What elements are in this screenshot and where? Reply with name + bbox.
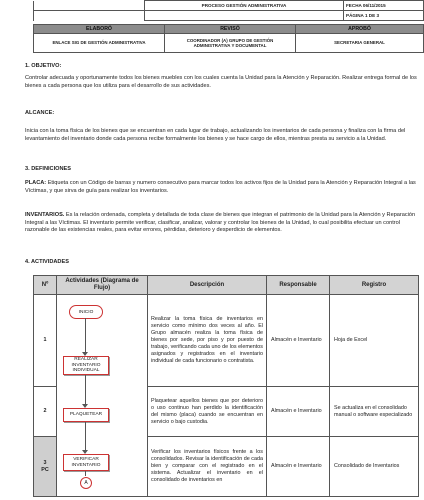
reviso-value: COORDINADOR (A) GRUPO DE GESTIÓN ADMINISTRATIVA Y DOCUMENTAL [165, 34, 296, 53]
process-name: PROCESO GESTIÓN ADMINISTRATIVA [145, 1, 344, 11]
flow-connector: A [80, 477, 92, 489]
row-responsible: Almacén e Inventario [267, 437, 330, 497]
flow-start: INICIO [69, 305, 103, 319]
row-record: Consolidado de Inventarios [330, 437, 419, 497]
row-number: 1 [34, 295, 57, 387]
table-row [34, 295, 419, 387]
inventarios-term: INVENTARIOS. [25, 212, 65, 218]
elaboro-value: ENLACE SIG DE GESTIÓN ADMINISTRATIVA [34, 34, 165, 53]
row-description: Realizar la toma física de inventarios en servicio como mínimo dos veces al año. El Grupo almacén realiza la toma física de bienes por sede, por piso y por puesto de trabajo, verificando cada uno de los elementos asignados y registrados en el inventario individual de cada funcionario o contratista. [148, 295, 267, 387]
row-record: Se actualiza en el consolidado manual o software especializado [330, 387, 419, 437]
reviso-header: REVISÓ [165, 25, 296, 34]
aprobo-value: SECRETARIA GENERAL [296, 34, 424, 53]
document-header [33, 0, 424, 21]
inventarios-definition [25, 212, 417, 235]
definiciones-title: 3. DEFINICIONES [25, 166, 72, 172]
row-record: Hoja de Excel [330, 295, 419, 387]
col-activities-header: Actividades (Diagrama de Flujo) [57, 276, 148, 295]
actividades-title: 4. ACTIVIDADES [25, 259, 69, 265]
alcance-text: Inicia con la toma física de los bienes que se encuentran en cada lugar de trabajo, actualizando los inventarios de cada persona y finaliza con la firma del levantamiento del inventario donde cada persona recibe formalmente los bienes y se hace cargo de ellos, mientras presta su servicio a la Unidad. [25, 128, 406, 142]
inventarios-text: Es la relación ordenada, completa y detallada de toda clase de bienes que integran el patrimonio de la Unidad para la Atención y Reparación Integral a las Víctimas. El inventario permite verificar, clasificar, analizar, valorar y controlar los bienes de la Unidad, lo cual posibilita efectuar un control razonable de las existencias reales, para evitar errores, pérdidas, deterioro y desperdicio de elementos. [25, 212, 416, 234]
page-number: PÁGINA 1 DE 3 [344, 11, 424, 21]
row-responsible: Almacén e Inventario [267, 387, 330, 437]
objetivo-text: Controlar adecuada y oportunamente todos los bienes muebles con los cuales cuenta la Unidad para la Atención y Reparación. Realizar entrega formal de los bienes a cada persona que los utiliza para el desarrollo de sus actividades. [25, 75, 417, 89]
flow-step-1: REALIZAR INVENTARIO INDIVIDUAL [63, 356, 109, 375]
placa-definition [25, 180, 417, 195]
row-number: 2 [34, 387, 57, 437]
objetivo-title: 1. OBJETIVO: [25, 63, 62, 69]
document-date: FECHA 06/11/2015 [344, 1, 424, 11]
col-record-header: Registro [330, 276, 419, 295]
row-responsible: Almacén e Inventario [267, 295, 330, 387]
row-number: 3 PC [34, 437, 57, 497]
aprobo-header: APROBÓ [296, 25, 424, 34]
placa-term: PLACA: [25, 180, 47, 186]
col-num-header: Nº [34, 276, 57, 295]
logo-cell [34, 1, 145, 11]
activities-table [33, 275, 419, 497]
row-description: Verificar los inventarios físicos frente a los consolidados. Revisar la identificación de cada bien y comparar con el registrado en el sistema. Actualizar el inventario en el consolidado de inventarios en [148, 437, 267, 497]
flow-step-2: PLAQUETEAR [63, 408, 109, 422]
flow-diagram [57, 295, 148, 497]
col-description-header: Descripción [148, 276, 267, 295]
row-description: Plaquetear aquellos bienes que por deterioro o uso continuo han perdido la identificación del mismo (placa) cuando se encuentran en servicio o bajo custodia. [148, 387, 267, 437]
placa-text: Etiqueta con un Código de barras y numero consecutivo para marcar todos los activos fijos de la Unidad para la Atención y Reparación Integral a las Víctimas, y que sirva de guía para realizar los inventarios. [25, 180, 416, 194]
col-responsible-header: Responsable [267, 276, 330, 295]
alcance-title: ALCANCE: [25, 110, 55, 116]
approval-table [33, 24, 424, 53]
flow-step-3: VERIFICAR INVENTARIO [63, 454, 109, 471]
elaboro-header: ELABORÓ [34, 25, 165, 34]
